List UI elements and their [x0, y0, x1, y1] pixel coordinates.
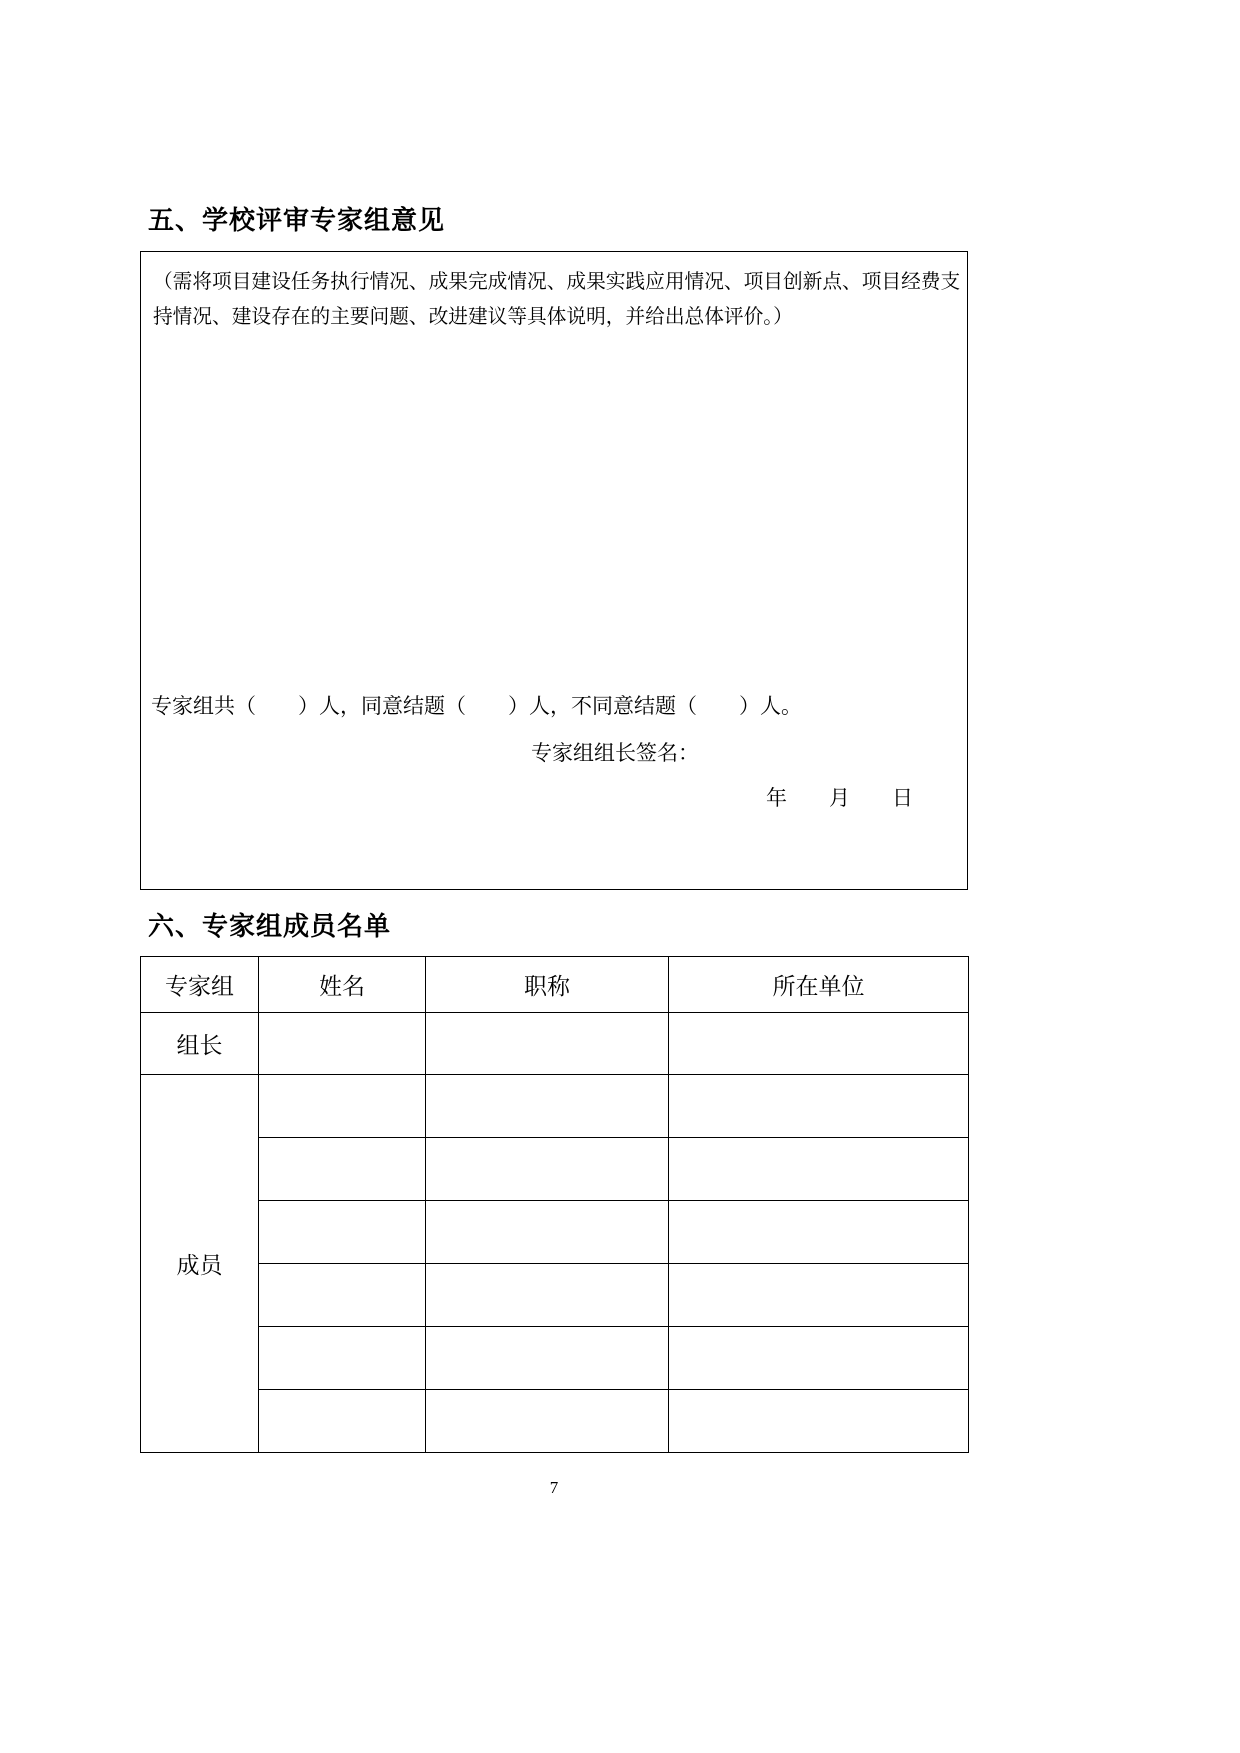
member-title-cell [426, 1390, 669, 1453]
expert-count-line: 专家组共（ ）人，同意结题（ ）人，不同意结题（ ）人。 [151, 694, 802, 718]
member-name-cell [259, 1264, 426, 1327]
section5-heading: 五、学校评审专家组意见 [148, 206, 446, 235]
header-name: 姓名 [259, 957, 426, 1013]
member-organization-cell [669, 1390, 969, 1453]
table-header-row [141, 957, 969, 1013]
member-name-cell [259, 1075, 426, 1138]
review-opinion-box [140, 251, 968, 890]
member-row [141, 1075, 969, 1138]
leader-name-cell [259, 1013, 426, 1075]
member-row [141, 1390, 969, 1453]
member-organization-cell [669, 1075, 969, 1138]
date-line: 年 月 日 [766, 786, 913, 810]
member-row [141, 1264, 969, 1327]
leader-label-cell: 组长 [141, 1013, 259, 1075]
member-name-cell [259, 1327, 426, 1390]
member-title-cell [426, 1075, 669, 1138]
header-organization: 所在单位 [669, 957, 969, 1013]
section6-heading: 六、专家组成员名单 [148, 912, 392, 941]
member-title-cell [426, 1264, 669, 1327]
leader-title-cell [426, 1013, 669, 1075]
member-title-cell [426, 1327, 669, 1390]
member-organization-cell [669, 1264, 969, 1327]
member-label-cell: 成员 [141, 1075, 259, 1453]
leader-organization-cell [669, 1013, 969, 1075]
member-name-cell [259, 1201, 426, 1264]
member-organization-cell [669, 1201, 969, 1264]
header-title: 职称 [426, 957, 669, 1013]
member-row [141, 1201, 969, 1264]
expert-members-table [140, 956, 969, 1453]
member-row [141, 1138, 969, 1201]
header-expert-group: 专家组 [141, 957, 259, 1013]
member-name-cell [259, 1138, 426, 1201]
opinion-instructions: （需将项目建设任务执行情况、成果完成情况、成果实践应用情况、项目创新点、项目经费支持情况、建设存在的主要问题、改进建议等具体说明，并给出总体评价。） [153, 271, 961, 328]
member-organization-cell [669, 1327, 969, 1390]
member-organization-cell [669, 1138, 969, 1201]
document-page [140, 0, 968, 1753]
member-row [141, 1327, 969, 1390]
group-leader-signature-label: 专家组组长签名： [531, 741, 699, 765]
leader-row [141, 1013, 969, 1075]
member-title-cell [426, 1138, 669, 1201]
member-name-cell [259, 1390, 426, 1453]
member-title-cell [426, 1201, 669, 1264]
page-number: 7 [549, 1478, 559, 1497]
